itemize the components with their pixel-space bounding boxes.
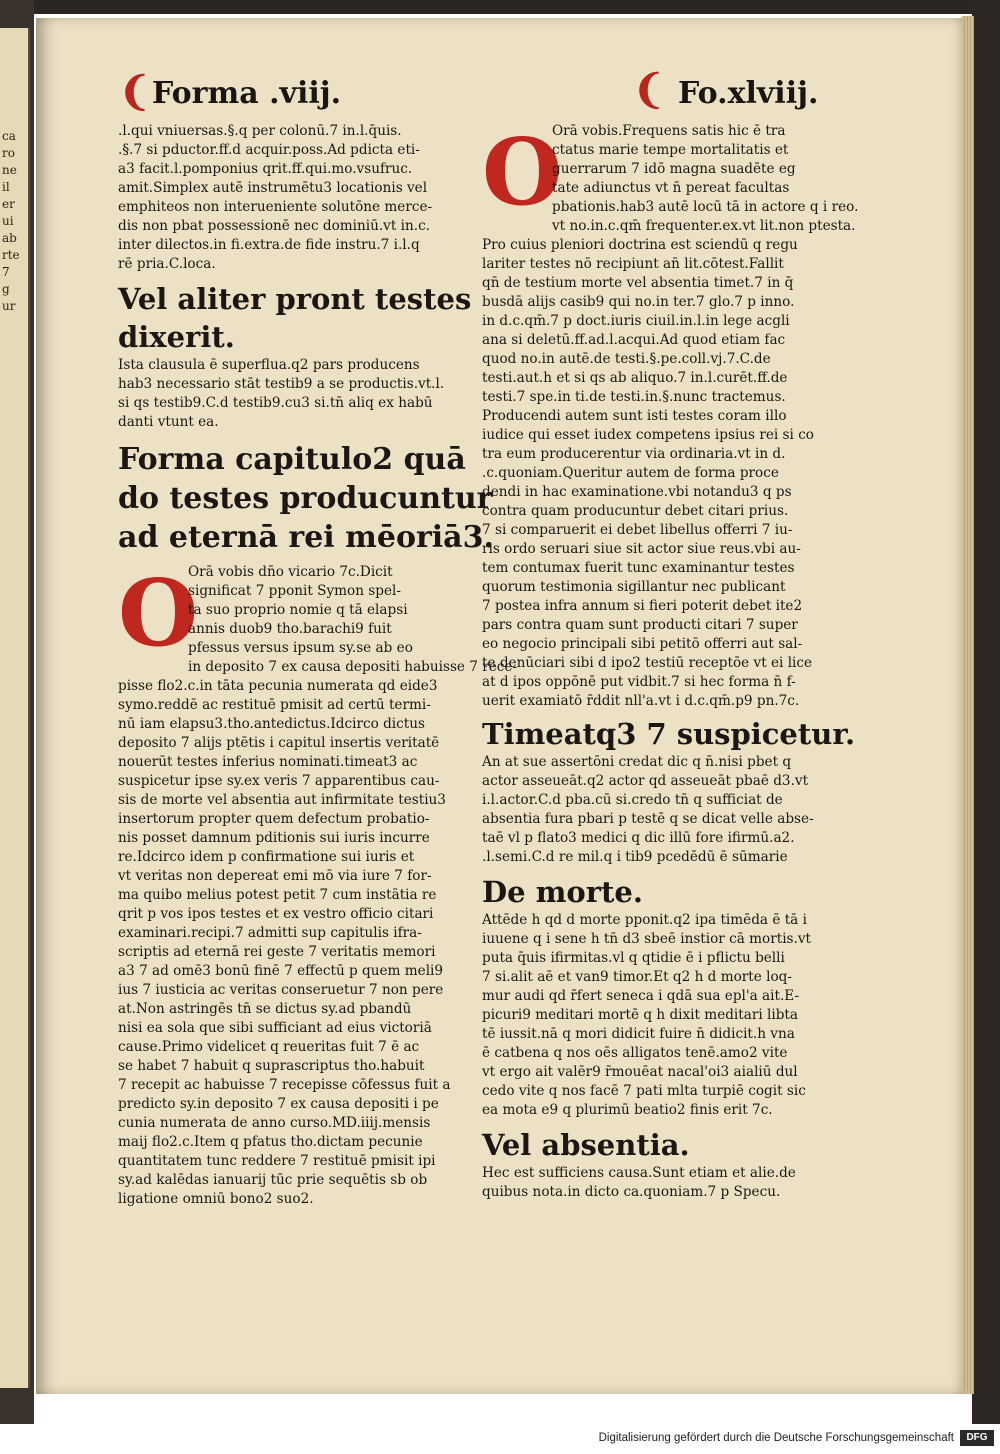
text-line: nouerūt testes inferius nominati.timeat3 ac (118, 754, 418, 770)
text-line: vt no.in.c.qm̄ frequenter.ex.vt lit.non ptesta. (552, 218, 856, 234)
previous-page-fragment: er (2, 197, 15, 211)
text-line: pisse flo2.c.in tāta pecunia numerata qd eide3 (118, 678, 438, 694)
header-rubric-flourish-icon: ❨ (118, 68, 152, 115)
text-line: se habet 7 habuit q suprascriptus tho.habuit (118, 1058, 425, 1074)
text-line: .§.7 si pductor.ff.d acquir.poss.Ad pdicta eti- (118, 142, 420, 158)
text-line: Producendi autem sunt isti testes coram illo (482, 408, 787, 424)
text-line: cedo vite q nos facē 7 pati mlta turpiē cogit sic (482, 1083, 806, 1099)
text-line: Ista clausula ē superflua.q2 pars producens (118, 357, 420, 373)
text-line: nisi ea sola que sibi sufficiant ad eius victoriā (118, 1020, 432, 1036)
text-line: ma quibo melius potest petit 7 cum instātia re (118, 887, 437, 903)
previous-page-fragment: rte (2, 248, 20, 262)
text-line: .c.quoniam.Queritur autem de forma proce (482, 465, 779, 481)
text-line: in deposito 7 ex causa depositi habuisse 7 rece- (188, 659, 518, 675)
left-paragraph-1 (118, 122, 480, 274)
text-line: ligatione omniū bono2 suo2. (118, 1191, 314, 1207)
text-line: at.Non astringēs tn̄ se dictus sy.ad pbandū (118, 1001, 412, 1017)
text-line: symo.reddē ac restituē pmisit ad certū termi- (118, 697, 431, 713)
previous-page-fragment: ca (2, 129, 16, 143)
text-line: dendi in hac examinatione.vbi notandu3 q ps (482, 484, 792, 500)
text-line: puta q̄uis ifirmitas.vl q qtidie ē i pflictu belli (482, 950, 785, 966)
book-cover-right (972, 0, 1000, 1424)
text-line: Orā vobis dn̄o vicario 7c.Dicit (188, 564, 393, 580)
text-line: testi.7 spe.in ti.de testi.in.§.nunc tractemus. (482, 389, 786, 405)
previous-page-fragment: ab (2, 231, 17, 245)
header-rubric-flourish-icon: ❨ (632, 66, 666, 113)
text-line: i.l.actor.C.d pba.cū si.credo tn̄ q sufficiat de (482, 792, 783, 808)
text-line: tate adiunctus vt n̄ pereat facultas (552, 180, 790, 196)
text-line: 7 si comparuerit ei debet libellus offerri 7 iu- (482, 522, 793, 538)
right-running-header (482, 66, 854, 122)
text-line: sis de morte vel absentia aut infirmitate testiu3 (118, 792, 446, 808)
text-line: ea mota e9 q plurimū beatio2 finis erit 7c. (482, 1102, 773, 1118)
text-line: absentia fura pbari p testē q se dicat velle abse- (482, 811, 814, 827)
text-line: contra quam producuntur debet citari prius. (482, 503, 789, 519)
left-header-text: Forma .viij. (152, 76, 342, 111)
right-heading-3: Vel absentia. (482, 1128, 690, 1162)
previous-page-fragment: g (2, 282, 10, 296)
text-line: guerrarum 7 idō magna suadēte eg (552, 161, 796, 177)
text-line: cunia numerata de anno curso.MD.iiij.mensis (118, 1115, 431, 1131)
previous-page-fragment: ur (2, 299, 16, 313)
text-line: .l.qui vniuersas.§.q per colonū.7 in.l.q̄uis. (118, 123, 402, 139)
text-line: testi.aut.h et si qs ab aliquo.7 in.l.curēt.ff.de (482, 370, 788, 386)
text-line: Attēde h qd d morte pponit.q2 ipa timēda ē tā i (482, 912, 807, 928)
text-line: uerit examiatō r̄ddit nll'a.vt i d.c.qm̄.p9 pn.7c. (482, 693, 800, 709)
text-line: examinari.recipi.7 admitti sup capitulis ifra- (118, 925, 422, 941)
text-line: scriptis ad eternā rei geste 7 veritatis memori (118, 944, 436, 960)
text-line: rē pria.C.loca. (118, 256, 216, 272)
text-line: ana si deletū.ff.ad.l.acqui.Ad quod etiam fac (482, 332, 786, 348)
text-line: si qs testib9.C.d testib9.cu3 si.tn̄ aliq ex habū (118, 395, 433, 411)
left-heading-1 (118, 280, 480, 356)
text-line: 7 recepit ac habuisse 7 recepisse cōfessus fuit a (118, 1077, 451, 1093)
text-line: tra eum producerentur via ordinaria.vt in d. (482, 446, 786, 462)
left-paragraph-3-block (118, 559, 518, 1209)
text-line: Pro cuius pleniori doctrina est sciendū q regu (482, 237, 798, 253)
text-line: deposito 7 alijs ptētis i capitul insertis veritatē (118, 735, 440, 751)
right-paragraph-4 (482, 1164, 854, 1202)
text-line: ius 7 iusticia ac veritas conseruetur 7 non pere (118, 982, 444, 998)
heading-line: do testes producuntur (118, 481, 493, 516)
book-page (36, 18, 962, 1394)
previous-page-fragment: ro (2, 146, 15, 160)
text-line: quibus nota.in dicto ca.quoniam.7 p Specu. (482, 1184, 781, 1200)
text-line: dis non pbat possessionē nec dominiū.vt in.c. (118, 218, 430, 234)
text-line: te denūciari sibi d ipo2 testiū receptōe vt ei lice (482, 655, 813, 671)
text-line: amit.Simplex autē instrumētu3 locationis vel (118, 180, 428, 196)
text-line: An at sue assertōni credat dic q n̄.nisi pbet q (482, 754, 792, 770)
text-line: pfessus versus ipsum sy.se ab eo (188, 640, 413, 656)
text-line: maij flo2.c.Item q pfatus tho.dictam pecunie (118, 1134, 423, 1150)
text-line: suspicetur ipse sy.ex veris 7 apparentibus cau- (118, 773, 440, 789)
text-line: significat 7 pponit Symon spel- (188, 583, 401, 599)
text-line: pbationis.hab3 autē locū tā in actore q i reo. (552, 199, 859, 215)
text-line: lariter testes nō recipiunt an̄ lit.cōtest.Fallit (482, 256, 784, 272)
text-line: sy.ad kalēdas ianuarij tūc prie sequētis sb ob (118, 1172, 428, 1188)
text-line: Hec est sufficiens causa.Sunt etiam et alie.de (482, 1165, 796, 1181)
text-line: Orā vobis.Frequens satis hic ē tra (552, 123, 786, 139)
text-line: a3 facit.l.pomponius qrit.ff.qui.mo.vsufruc. (118, 161, 413, 177)
text-line: a3 7 ad omē3 bonū finē 7 effectū p quem meli9 (118, 963, 444, 979)
left-paragraph-2 (118, 356, 480, 432)
text-line: .l.semi.C.d re mil.q i tib9 pcedēdū ē sūmarie (482, 849, 788, 865)
left-heading-2 (118, 440, 494, 557)
text-line: emphiteos non interueniente solutōne merce- (118, 199, 433, 215)
text-line: at d ipos oppōnē put vidbit.7 si hec forma n̄ f- (482, 674, 796, 690)
folio-number: Fo.xlviij. (678, 76, 819, 111)
text-line: in d.c.qm̄.7 p doct.iuris ciuil.in.l.in lege acgli (482, 313, 790, 329)
previous-page-fragment: ne (2, 163, 17, 177)
text-line: tē iussit.nā q mori didicit fuire n̄ didicit.h vna (482, 1026, 795, 1042)
right-paragraph-1-block (482, 118, 859, 711)
text-line: iuuene q i sene h tn̄ d3 sbeē instior cā mortis.vt (482, 931, 811, 947)
text-line: picuri9 meditari mortē q h dixit meditari libta (482, 1007, 798, 1023)
text-line: ta suo proprio nomie q tā elapsi (188, 602, 408, 618)
heading-line: dixerit. (118, 320, 235, 354)
text-line: inter dilectos.in fi.extra.de fide instru.7 i.l.q (118, 237, 420, 253)
funding-notice: Digitalisierung gefördert durch die Deutsche Forschungsgemeinschaft (598, 1432, 954, 1444)
left-running-header (118, 68, 480, 122)
text-line: iudice qui esset iudex competens ipsius rei si co (482, 427, 814, 443)
heading-line: Vel aliter pront testes (118, 282, 472, 316)
text-line: hab3 necessario stāt testib9 a se productis.vt.l. (118, 376, 445, 392)
text-line: nis posset damnum pditionis sui iuris incurre (118, 830, 430, 846)
text-line: ē catbena q nos oēs alligatos tenē.amo2 vite (482, 1045, 788, 1061)
right-heading-1: Timeatq3 7 suspicetur. (482, 717, 856, 751)
text-line: eo negocio principali sibi petitō offerri aut sal- (482, 636, 803, 652)
text-line: quantitatem tunc reddere 7 restituē pmisit ipi (118, 1153, 436, 1169)
text-line: qrit p vos ipos testes et ex vestro officio citari (118, 906, 434, 922)
text-line: insertorum propter quem defectum probatio- (118, 811, 430, 827)
dfg-logo: DFG (960, 1430, 994, 1446)
right-paragraph-2 (482, 753, 854, 867)
text-line: vt veritas non depereat emi mō via iure 7 for- (118, 868, 432, 884)
text-line: predicto sy.in deposito 7 ex causa depositi i pe (118, 1096, 439, 1112)
text-line: busdā alijs casib9 qui no.in ter.7 glo.7 p inno. (482, 294, 795, 310)
text-line: annis duob9 tho.barachi9 fuit (188, 621, 392, 637)
text-line: actor asseueāt.q2 actor qd asseueāt pbaē d3.vt (482, 773, 809, 789)
page-fore-edge (962, 16, 974, 1394)
text-line: re.Idcirco idem p confirmatione sui iuris et (118, 849, 415, 865)
previous-page-edge (0, 28, 30, 1388)
previous-page-fragment: ui (2, 214, 14, 228)
left-column (118, 68, 518, 1209)
text-line: qn̄ de testium morte vel absentia timet.7 in q̄ (482, 275, 794, 291)
text-line: taē vl p flato3 medici q dic illū fore ifirmū.a2. (482, 830, 795, 846)
text-line: 7 si.alit aē et van9 timor.Et q2 h d morte loq- (482, 969, 792, 985)
text-line: quod no.in autē.de testi.§.pe.coll.vj.7.C.de (482, 351, 771, 367)
scanner-edge-top (0, 0, 1000, 14)
right-heading-2: De morte. (482, 875, 643, 909)
text-line: 7 postea infra annum si fieri poterit debet ite2 (482, 598, 803, 614)
previous-page-fragment: 7 (2, 265, 10, 279)
heading-line: Forma capitulo2 quā (118, 442, 466, 477)
red-initial-o-icon: O (482, 118, 563, 226)
text-line: danti vtunt ea. (118, 414, 219, 430)
text-line: tem contumax fuerit tunc examinantur testes (482, 560, 795, 576)
previous-page-fragment: il (2, 180, 10, 194)
text-line: ris ordo seruari siue sit actor siue reus.vbi au- (482, 541, 801, 557)
text-line: mur audi qd r̄fert seneca i qdā sua epl'a ait.E- (482, 988, 800, 1004)
text-line: quorum testimonia sigillantur nec publicant (482, 579, 786, 595)
text-line: cause.Primo videlicet q reueritas fuit 7 ē ac (118, 1039, 420, 1055)
footer-bar (0, 1424, 1000, 1454)
text-line: ctatus marie tempe mortalitatis et (552, 142, 789, 158)
right-paragraph-3 (482, 911, 854, 1120)
red-initial-o-icon: O (118, 559, 199, 667)
text-line: vt ergo ait valēr9 r̄mouēat nacal'oi3 aialiū dul (482, 1064, 798, 1080)
heading-line: ad eternā rei mēoriā3. (118, 520, 494, 555)
text-line: nū iam elapsu3.tho.antedictus.Idcirco dictus (118, 716, 425, 732)
text-line: pars contra quam sunt producti citari 7 super (482, 617, 798, 633)
right-column (482, 66, 859, 1202)
